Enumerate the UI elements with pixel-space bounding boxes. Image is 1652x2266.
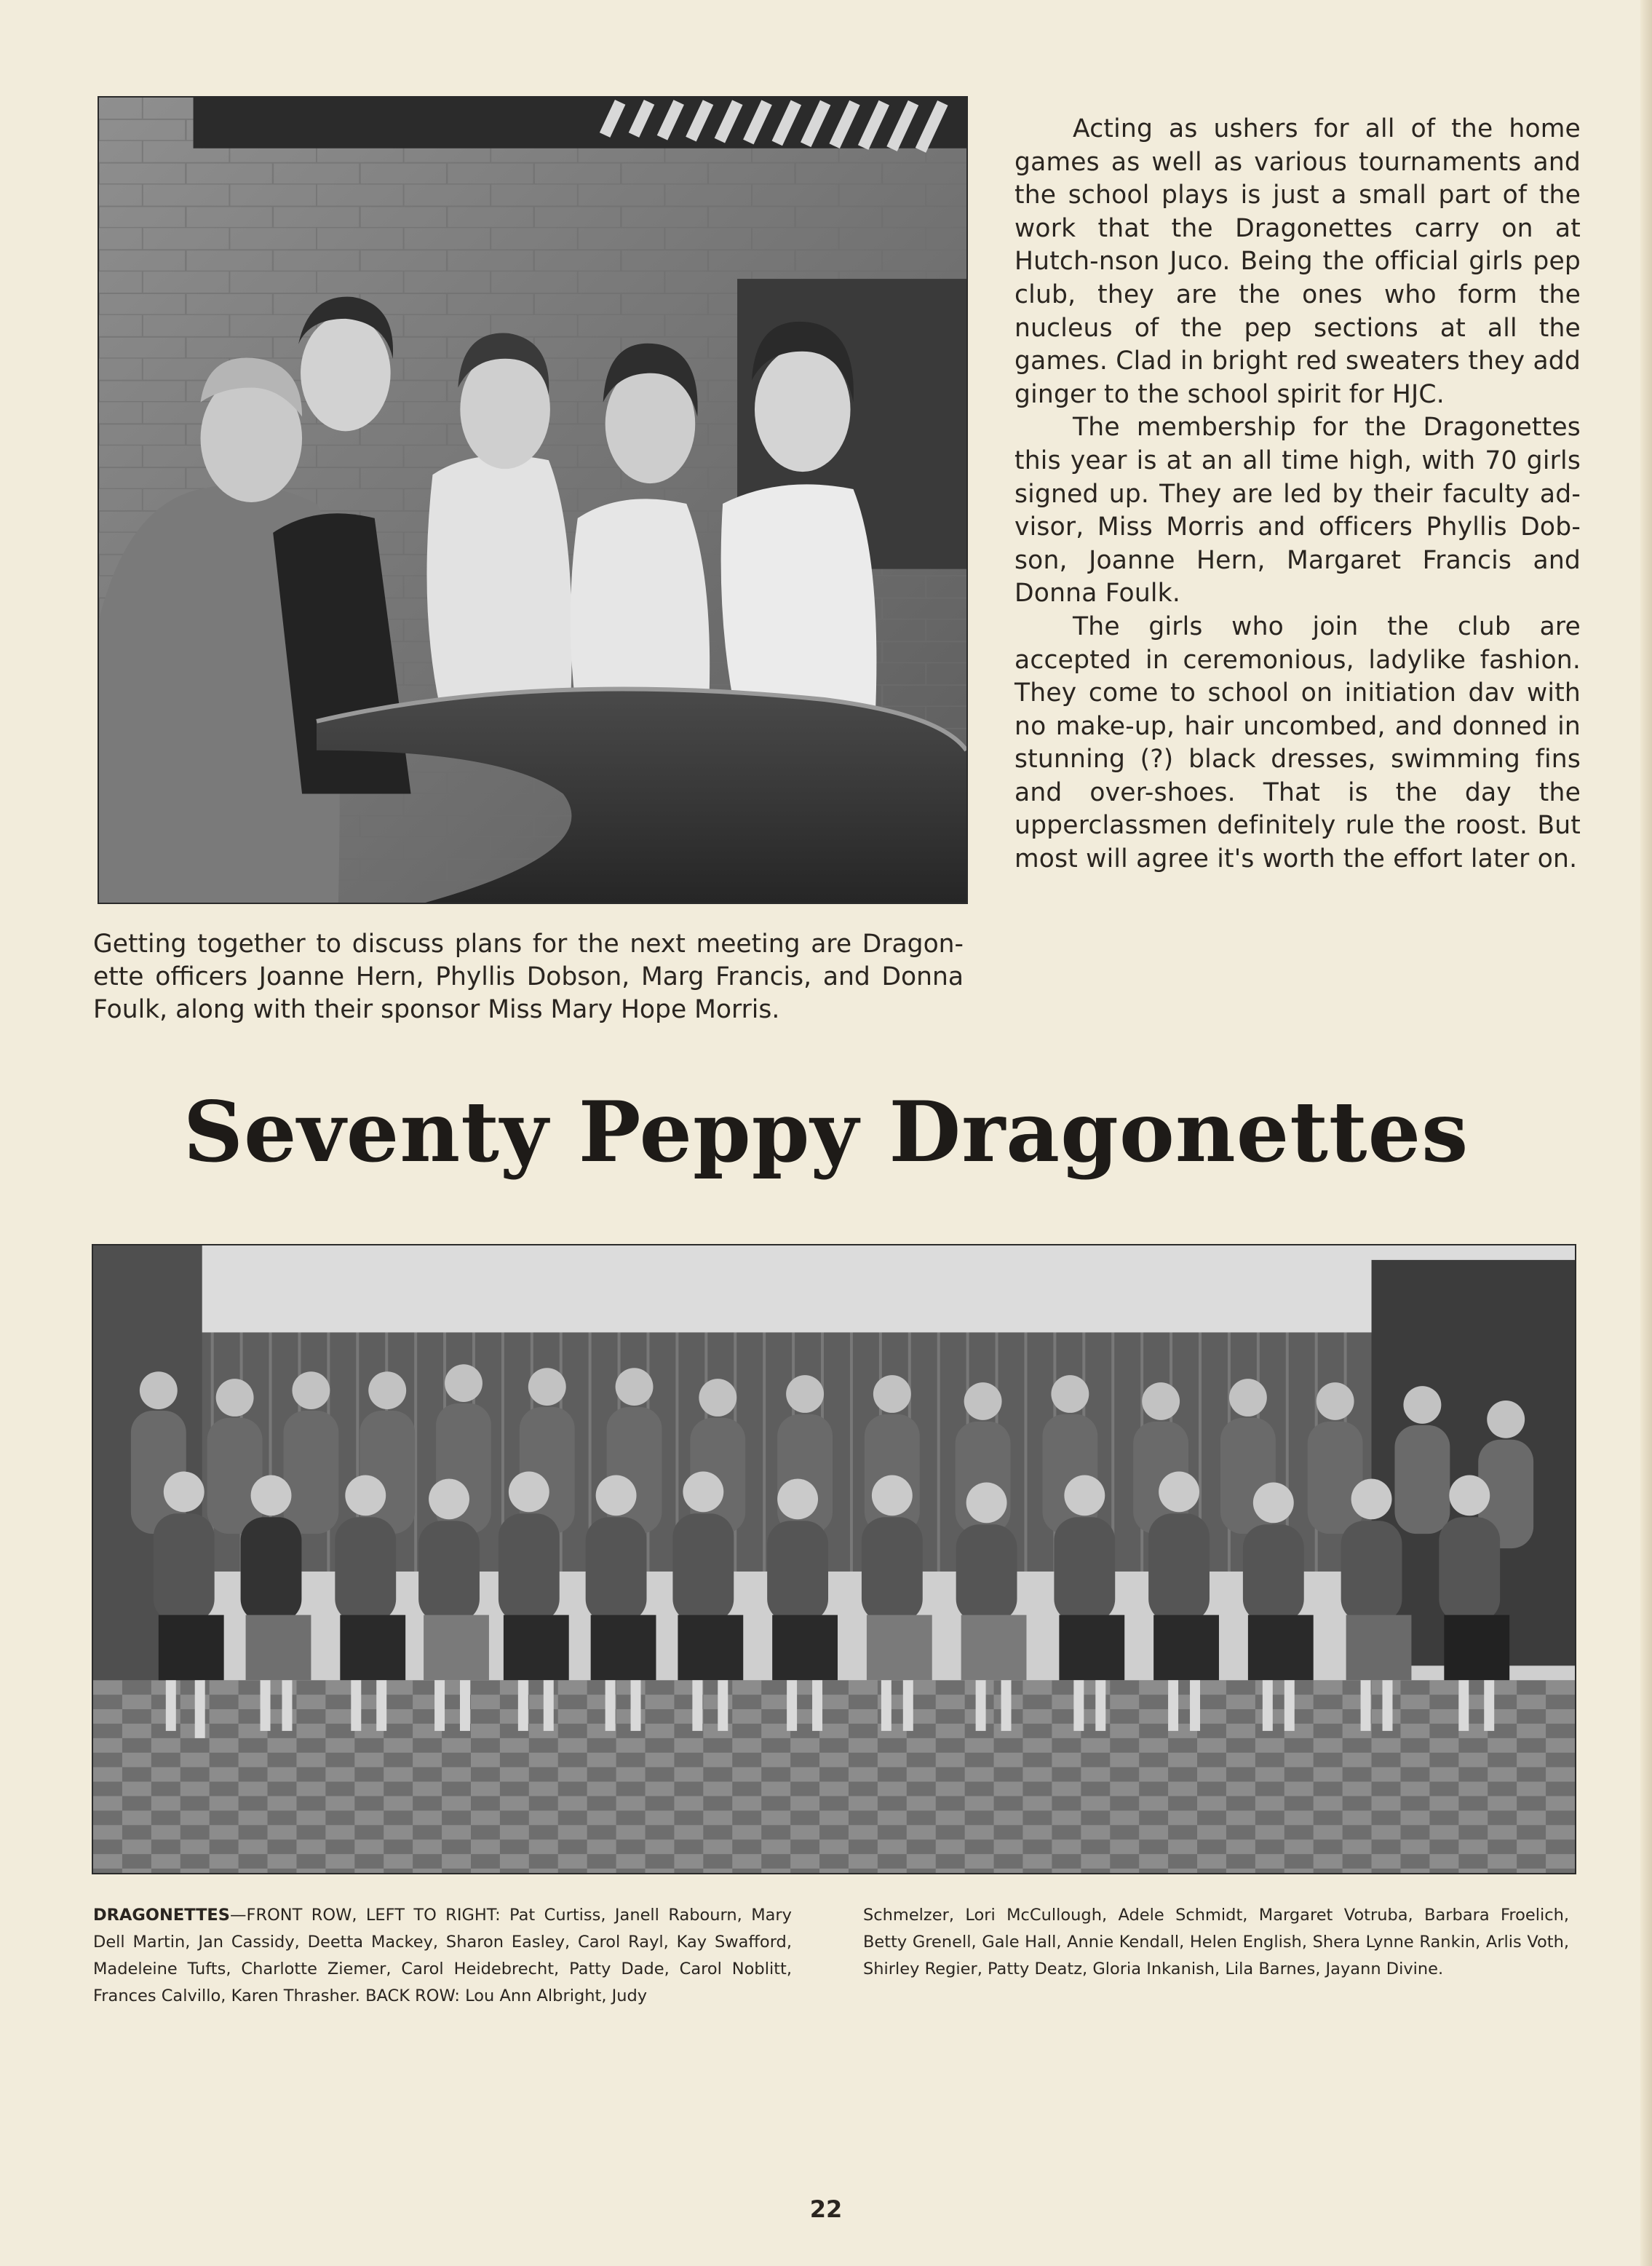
article-paragraph: The membership for the Dragonettes this year is at an all time high, with 70 girls signed up. They are led by their faculty ad-visor, Miss Morris and officers Phyllis Dob-son, Joanne Hern, Margaret Francis and Donna Foulk. [1014,413,1581,609]
article-paragraph: The girls who join the club are accepted in ceremonious, ladylike fashion. They come to school on initiation dav with no make-up, hair uncombed, and donned in stunning (?) black dresses, swimming fins and over-shoes. That is the day the upperclassmen definitely rule the roost. But most will agree it's worth the effort later on. [1014,611,1581,874]
officers-photo [98,96,968,904]
roster-column-left [93,1902,792,2010]
article-body [1014,113,1581,876]
page-number: 22 [809,2195,843,2223]
roster-names: Schmelzer, Lori McCullough, Adele Schmidt, Margaret Votruba, Barbara Froelich, Betty Grenell, Gale Hall, Annie Kendall, Helen English, Shera Lynne Rankin, Arlis Voth, Shirley Regier, Patty Deatz, Gloria Inkanish, Lila Barnes, Jayann Divine. [863,1906,1569,1978]
page-spine-shadow [1640,0,1652,2266]
roster-names: —FRONT ROW, LEFT TO RIGHT: Pat Curtiss, Janell Rabourn, Mary Dell Martin, Jan Cassidy, Deetta Mackey, Sharon Easley, Carol Rayl, Kay Swafford, Madeleine Tufts, Charlotte Ziemer, Carol Heidebrecht, Patty Dade, Carol Noblitt, Frances Calvillo, Karen Thrasher. BACK ROW: Lou Ann Albright, Judy [93,1906,792,2005]
article-paragraph: Acting as ushers for all of the home games as well as various tournaments and the school plays is just a small part of the work that the Dragonettes carry on at Hutch-nson Juco. Being the official girls pep club, they are the ones who form the nucleus of the pep sections at all the games. Clad in bright red sweaters they add ginger to the school spirit for HJC. [1014,114,1581,409]
roster-heading: DRAGONETTES [93,1906,230,1925]
officers-photo-caption: Getting together to discuss plans for the next meeting are Dragon-ette officers Joanne Hern, Phyllis Dobson, Marg Francis, and Donna Foulk, along with their sponsor Miss Mary Hope Morris. [93,930,964,1024]
page-headline: Seventy Peppy Dragonettes [183,1083,1469,1181]
group-photo [92,1244,1576,1874]
roster-column-right [863,1902,1569,1983]
